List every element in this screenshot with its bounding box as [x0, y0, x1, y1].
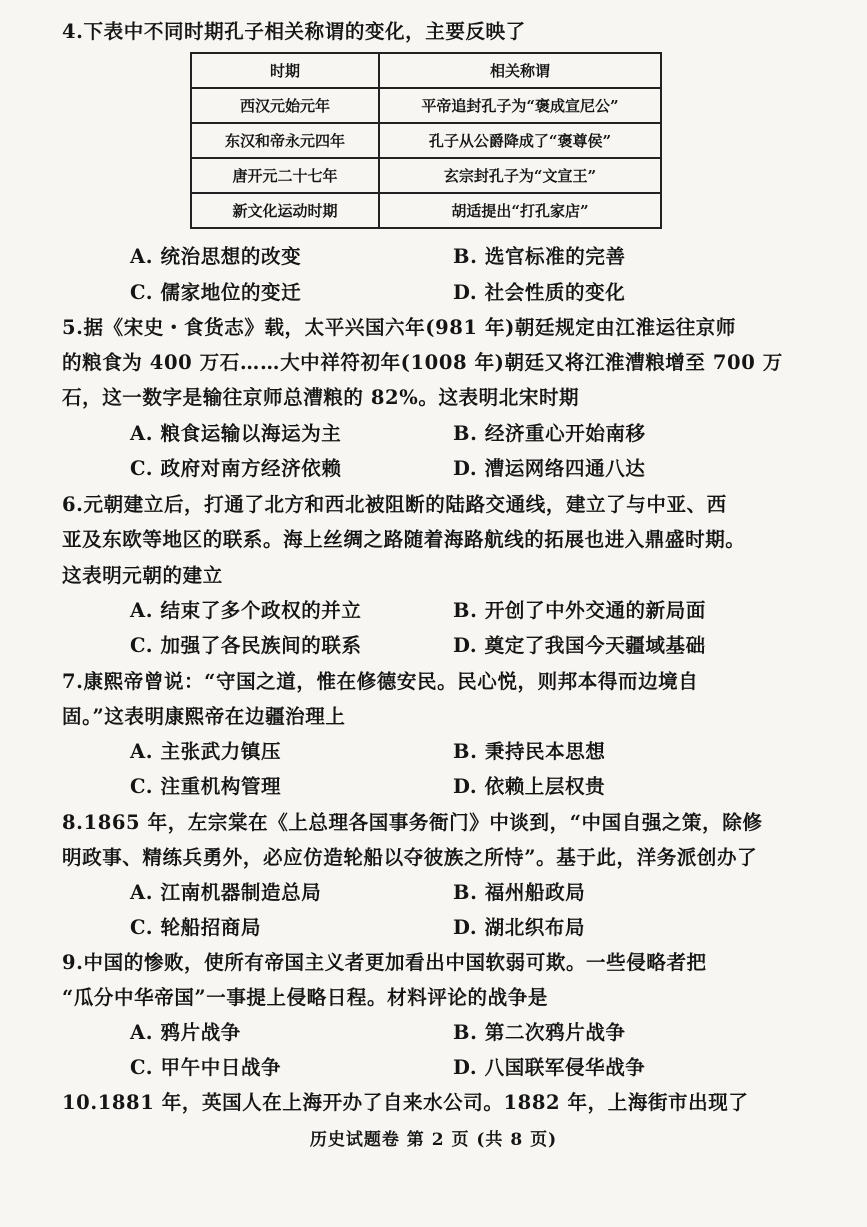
table-cell: 平帝追封孔子为“褒成宣尼公”: [379, 88, 661, 123]
question-4-stem: 4.下表中不同时期孔子相关称谓的变化，主要反映了: [62, 20, 526, 43]
table-header-row: [191, 53, 661, 88]
q5-option-a[interactable]: A. 粮食运输以海运为主: [130, 422, 342, 445]
q8-option-c[interactable]: C. 轮船招商局: [130, 916, 262, 939]
q6-option-c[interactable]: C. 加强了各民族间的联系: [130, 634, 362, 657]
table-cell: 玄宗封孔子为“文宣王”: [379, 158, 661, 193]
q9-option-a[interactable]: A. 鸦片战争: [130, 1021, 241, 1044]
question-8-stem-line-1: 8.1865 年，左宗棠在《上总理各国事务衙门》中谈到，“中国自强之策，除修: [62, 811, 763, 834]
question-10-stem-line-1: 10.1881 年，英国人在上海开办了自来水公司。1882 年，上海街市出现了: [62, 1091, 749, 1114]
q6-option-d[interactable]: D. 奠定了我国今天疆域基础: [453, 634, 706, 657]
table-cell: 孔子从公爵降成了“褒尊侯”: [379, 123, 661, 158]
question-7-stem-line-1: 7.康熙帝曾说：“守国之道，惟在修德安民。民心悦，则邦本得而边境自: [62, 670, 699, 693]
question-7-stem-line-2: 固。”这表明康熙帝在边疆治理上: [62, 705, 346, 728]
table-header-cell: 相关称谓: [379, 53, 661, 88]
question-9-stem-line-1: 9.中国的惨败，使所有帝国主义者更加看出中国软弱可欺。一些侵略者把: [62, 951, 707, 974]
q4-option-a[interactable]: A. 统治思想的改变: [130, 245, 302, 268]
q9-option-c[interactable]: C. 甲午中日战争: [130, 1056, 282, 1079]
question-5-stem-line-2: 的粮食为 400 万石……大中祥符初年(1008 年)朝廷又将江淮漕粮增至 700 万: [62, 351, 783, 374]
page-footer: 历史试题卷 第 2 页 (共 8 页): [309, 1130, 558, 1150]
table-row: [191, 193, 661, 228]
q4-option-d[interactable]: D. 社会性质的变化: [453, 281, 626, 304]
q7-option-d[interactable]: D. 依赖上层权贵: [453, 775, 606, 798]
q4-option-c[interactable]: C. 儒家地位的变迁: [130, 281, 302, 304]
table-row: [191, 88, 661, 123]
q9-option-b[interactable]: B. 第二次鸦片战争: [453, 1021, 626, 1044]
table-cell: 唐开元二十七年: [191, 158, 379, 193]
q4-option-b[interactable]: B. 选官标准的完善: [453, 245, 626, 268]
question-6-stem-line-3: 这表明元朝的建立: [62, 564, 223, 587]
table-row: [191, 158, 661, 193]
q4-table: [190, 52, 662, 229]
table-header-cell: 时期: [191, 53, 379, 88]
q7-option-b[interactable]: B. 秉持民本思想: [453, 740, 606, 763]
q8-option-b[interactable]: B. 福州船政局: [453, 881, 586, 904]
q7-option-a[interactable]: A. 主张武力镇压: [130, 740, 282, 763]
table-cell: 东汉和帝永元四年: [191, 123, 379, 158]
q6-option-b[interactable]: B. 开创了中外交通的新局面: [453, 599, 706, 622]
q5-option-c[interactable]: C. 政府对南方经济依赖: [130, 457, 342, 480]
table-cell: 新文化运动时期: [191, 193, 379, 228]
table-cell: 胡适提出“打孔家店”: [379, 193, 661, 228]
q8-option-d[interactable]: D. 湖北织布局: [453, 916, 586, 939]
table-row: [191, 123, 661, 158]
question-8-stem-line-2: 明政事、精练兵勇外，必应仿造轮船以夺彼族之所恃”。基于此，洋务派创办了: [62, 846, 758, 869]
question-9-stem-line-2: “瓜分中华帝国”一事提上侵略日程。材料评论的战争是: [62, 986, 548, 1009]
table-cell: 西汉元始元年: [191, 88, 379, 123]
q9-option-d[interactable]: D. 八国联军侵华战争: [453, 1056, 646, 1079]
q6-option-a[interactable]: A. 结束了多个政权的并立: [130, 599, 362, 622]
question-5-stem-line-3: 石，这一数字是输往京师总漕粮的 82%。这表明北宋时期: [62, 386, 580, 409]
q7-option-c[interactable]: C. 注重机构管理: [130, 775, 282, 798]
question-6-stem-line-1: 6.元朝建立后，打通了北方和西北被阻断的陆路交通线，建立了与中亚、西: [62, 493, 727, 516]
q5-option-d[interactable]: D. 漕运网络四通八达: [453, 457, 646, 480]
question-5-stem-line-1: 5.据《宋史・食货志》载，太平兴国六年(981 年)朝廷规定由江淮运往京师: [62, 316, 737, 339]
question-6-stem-line-2: 亚及东欧等地区的联系。海上丝绸之路随着海路航线的拓展也进入鼎盛时期。: [62, 528, 746, 551]
q5-option-b[interactable]: B. 经济重心开始南移: [453, 422, 646, 445]
q8-option-a[interactable]: A. 江南机器制造总局: [130, 881, 322, 904]
